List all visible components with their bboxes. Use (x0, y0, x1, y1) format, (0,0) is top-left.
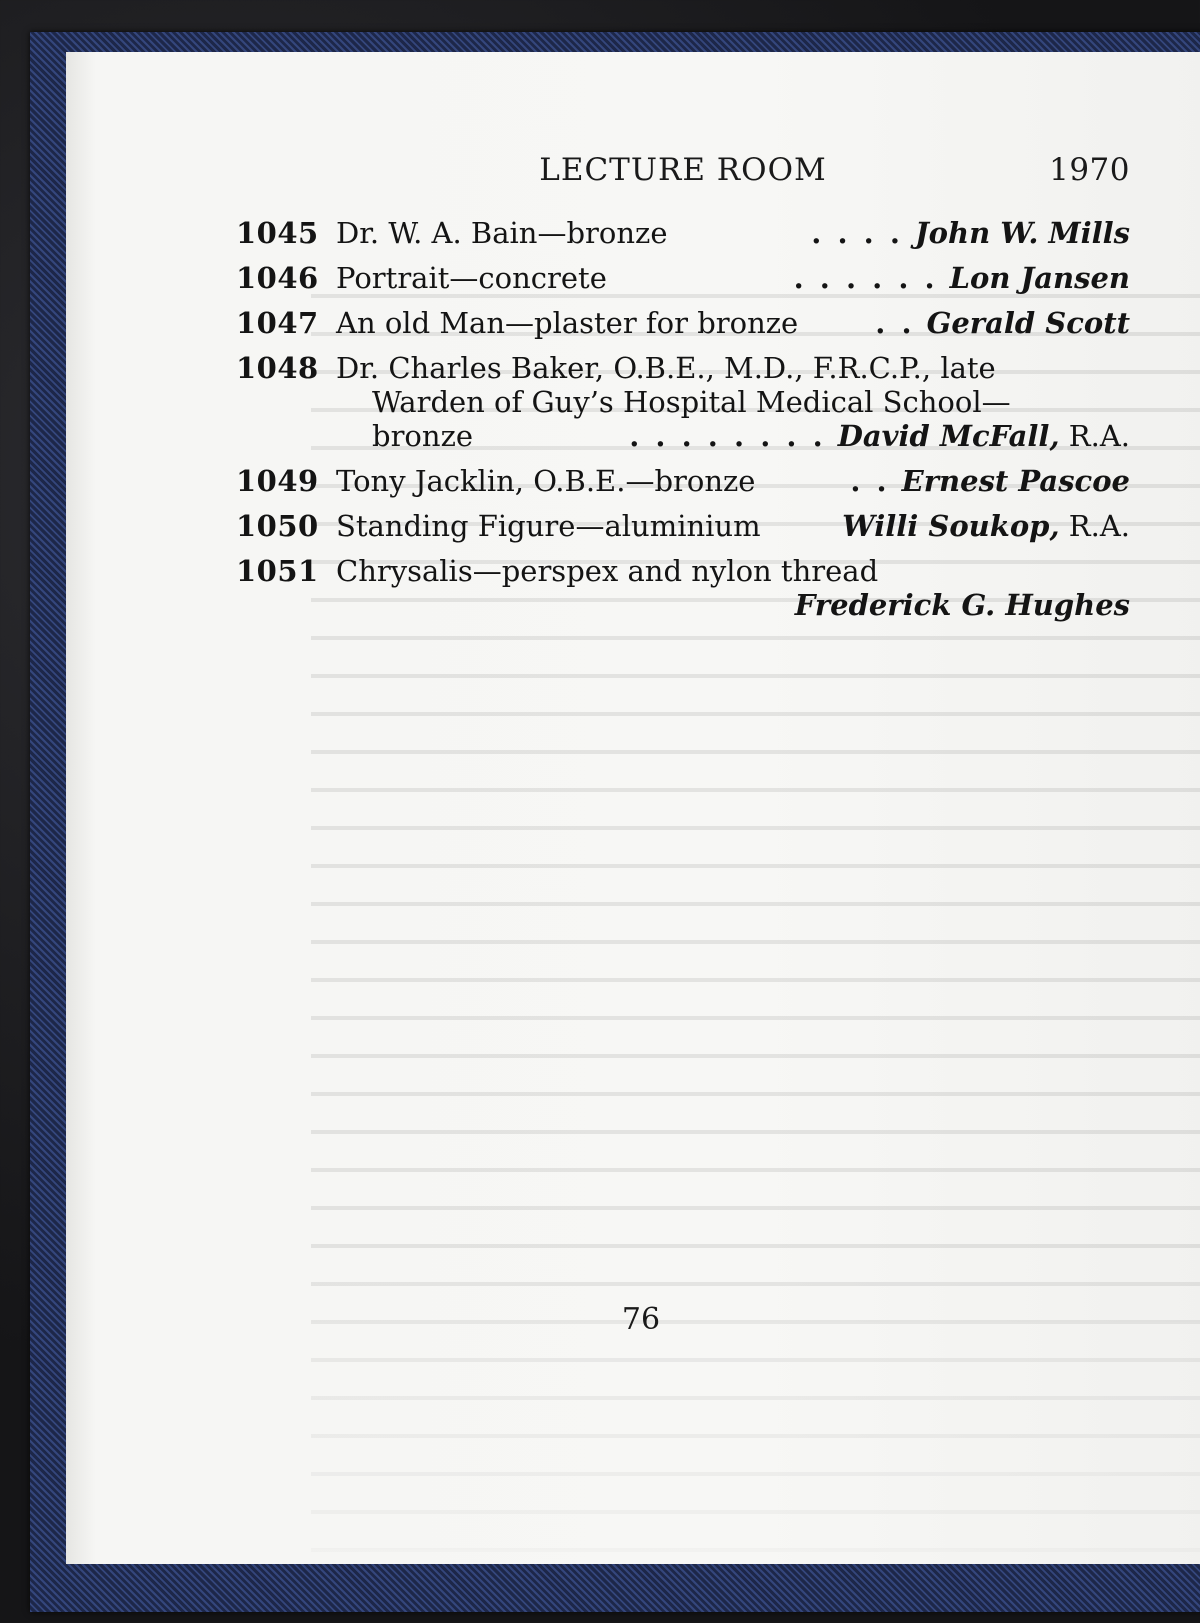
dot-leaders: . . . . . . (793, 261, 938, 295)
catalogue-entry-1049 (236, 464, 1130, 498)
dot-leaders: . . (850, 464, 890, 498)
artist-name: Lon Jansen (949, 261, 1130, 295)
entry-title-medium: —plaster for bronze (505, 306, 799, 340)
dot-leaders: . . (875, 306, 915, 340)
entry-artist (838, 419, 1130, 453)
entry-title (336, 261, 607, 295)
entry-number: 1049 (236, 464, 319, 498)
entry-number: 1051 (236, 554, 319, 588)
dot-leaders: . . . . (811, 216, 903, 250)
entry-title (336, 464, 755, 498)
artist-name: Gerald Scott (926, 306, 1130, 340)
entry-artist (927, 306, 1130, 340)
entry-artist (950, 261, 1130, 295)
entry-number: 1045 (236, 216, 319, 250)
entry-line-2 (372, 385, 1130, 419)
entry-title-medium: —aluminium (575, 509, 761, 543)
entry-number: 1050 (236, 509, 319, 543)
entry-title (336, 554, 878, 588)
entry-title-medium: —concrete (449, 261, 607, 295)
catalogue-entry-1045 (236, 216, 1130, 250)
artist-name: Frederick G. Hughes (794, 588, 1130, 622)
entry-title-lead: An old Man (336, 306, 506, 340)
entry-title-lead: Dr. W. A. Bain (336, 216, 538, 250)
entry-title (336, 216, 668, 250)
catalogue-entry-1051 (236, 554, 1130, 622)
artist-suffix: R.A. (1059, 509, 1130, 543)
artist-suffix: R.A. (1059, 419, 1130, 453)
page-title: LECTURE ROOM (539, 152, 827, 188)
entry-artist (915, 216, 1130, 250)
entry-title-lead: Standing Figure (336, 509, 576, 543)
entry-title-lead: Chrysalis (336, 554, 473, 588)
entry-line-3 (372, 419, 1130, 453)
entry-title (336, 509, 761, 543)
catalogue-entry-1046 (236, 261, 1130, 295)
entry-title-line-1: Dr. Charles Baker, O.B.E., M.D., F.R.C.P., late (336, 351, 996, 385)
entry-line (336, 261, 1130, 295)
entry-artist (842, 509, 1130, 543)
artist-name: Ernest Pascoe (901, 464, 1130, 498)
entry-title-medium: —bronze (625, 464, 756, 498)
entry-line (336, 509, 1130, 543)
catalogue-list (236, 216, 1130, 633)
dot-leaders: . . . . . . . . (629, 419, 826, 453)
page-number: 76 (621, 1302, 661, 1337)
catalogue-entry-1050 (236, 509, 1130, 543)
entry-artist (795, 588, 1130, 622)
entry-line-1 (336, 351, 1130, 385)
entry-number: 1046 (236, 261, 319, 295)
entry-title-lead: Portrait (336, 261, 450, 295)
entry-line (336, 216, 1130, 250)
book-page (66, 52, 1200, 1564)
entry-title-lead: Tony Jacklin, O.B.E. (336, 464, 626, 498)
entry-title (336, 306, 798, 340)
entry-line-2 (336, 588, 1130, 622)
page-year: 1970 (1049, 152, 1130, 188)
entry-number: 1047 (236, 306, 319, 340)
catalogue-entry-1048 (236, 351, 1130, 453)
entry-line-1 (336, 554, 1130, 588)
artist-name: John W. Mills (914, 216, 1130, 250)
entry-title-line-2: Warden of Guy’s Hospital Medical School— (372, 385, 1011, 419)
artist-name: David McFall, (837, 419, 1060, 453)
entry-number: 1048 (236, 351, 319, 385)
entry-line (336, 306, 1130, 340)
entry-artist (902, 464, 1130, 498)
catalogue-entry-1047 (236, 306, 1130, 340)
entry-title-medium: —bronze (537, 216, 668, 250)
entry-title-medium: bronze (372, 419, 474, 453)
entry-title-medium: —perspex and nylon thread (472, 554, 879, 588)
running-head (236, 152, 1130, 192)
entry-line (336, 464, 1130, 498)
artist-name: Willi Soukop, (842, 509, 1060, 543)
